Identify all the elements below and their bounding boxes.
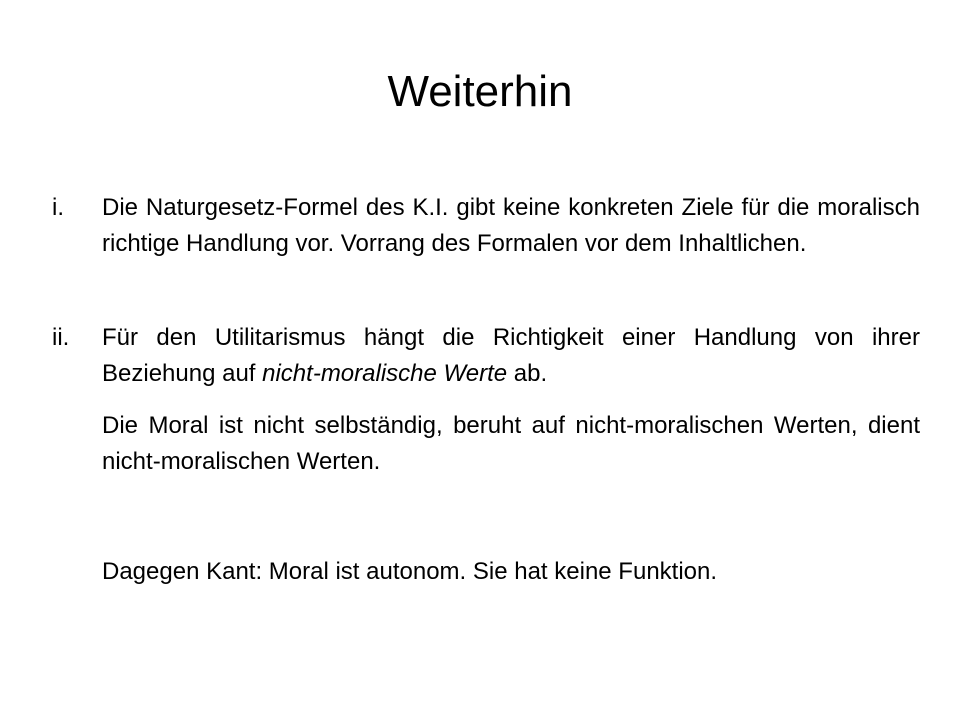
list-marker: ii.: [52, 324, 70, 351]
list-marker: i.: [52, 194, 64, 221]
list-item-text-after: ab.: [507, 360, 548, 387]
paragraph-kant-autonomy: Dagegen Kant: Moral ist autonom. Sie hat keine Funktion.: [102, 558, 718, 585]
list-item-text-emphasis: nicht-moralische Werte: [262, 360, 508, 387]
slide-title: Weiterhin: [387, 67, 573, 116]
list-item-text-before: Für den Utilitarismus hängt die Richtigkeit einer Handlung von ihrer Beziehung auf: [102, 324, 920, 387]
list-item-text: [102, 320, 920, 392]
list-item-i: [52, 190, 920, 262]
list-item-ii: [52, 320, 920, 392]
list-item-text: Die Naturgesetz-Formel des K.I. gibt keine konkreten Ziele für die moralisch richtige Handlung vor. Vorrang des Formalen vor dem Inhaltlichen.: [102, 194, 920, 257]
paragraph-moral-dependence: Die Moral ist nicht selbständig, beruht auf nicht-moralischen Werten, dient nicht-moralischen Werten.: [102, 412, 920, 475]
